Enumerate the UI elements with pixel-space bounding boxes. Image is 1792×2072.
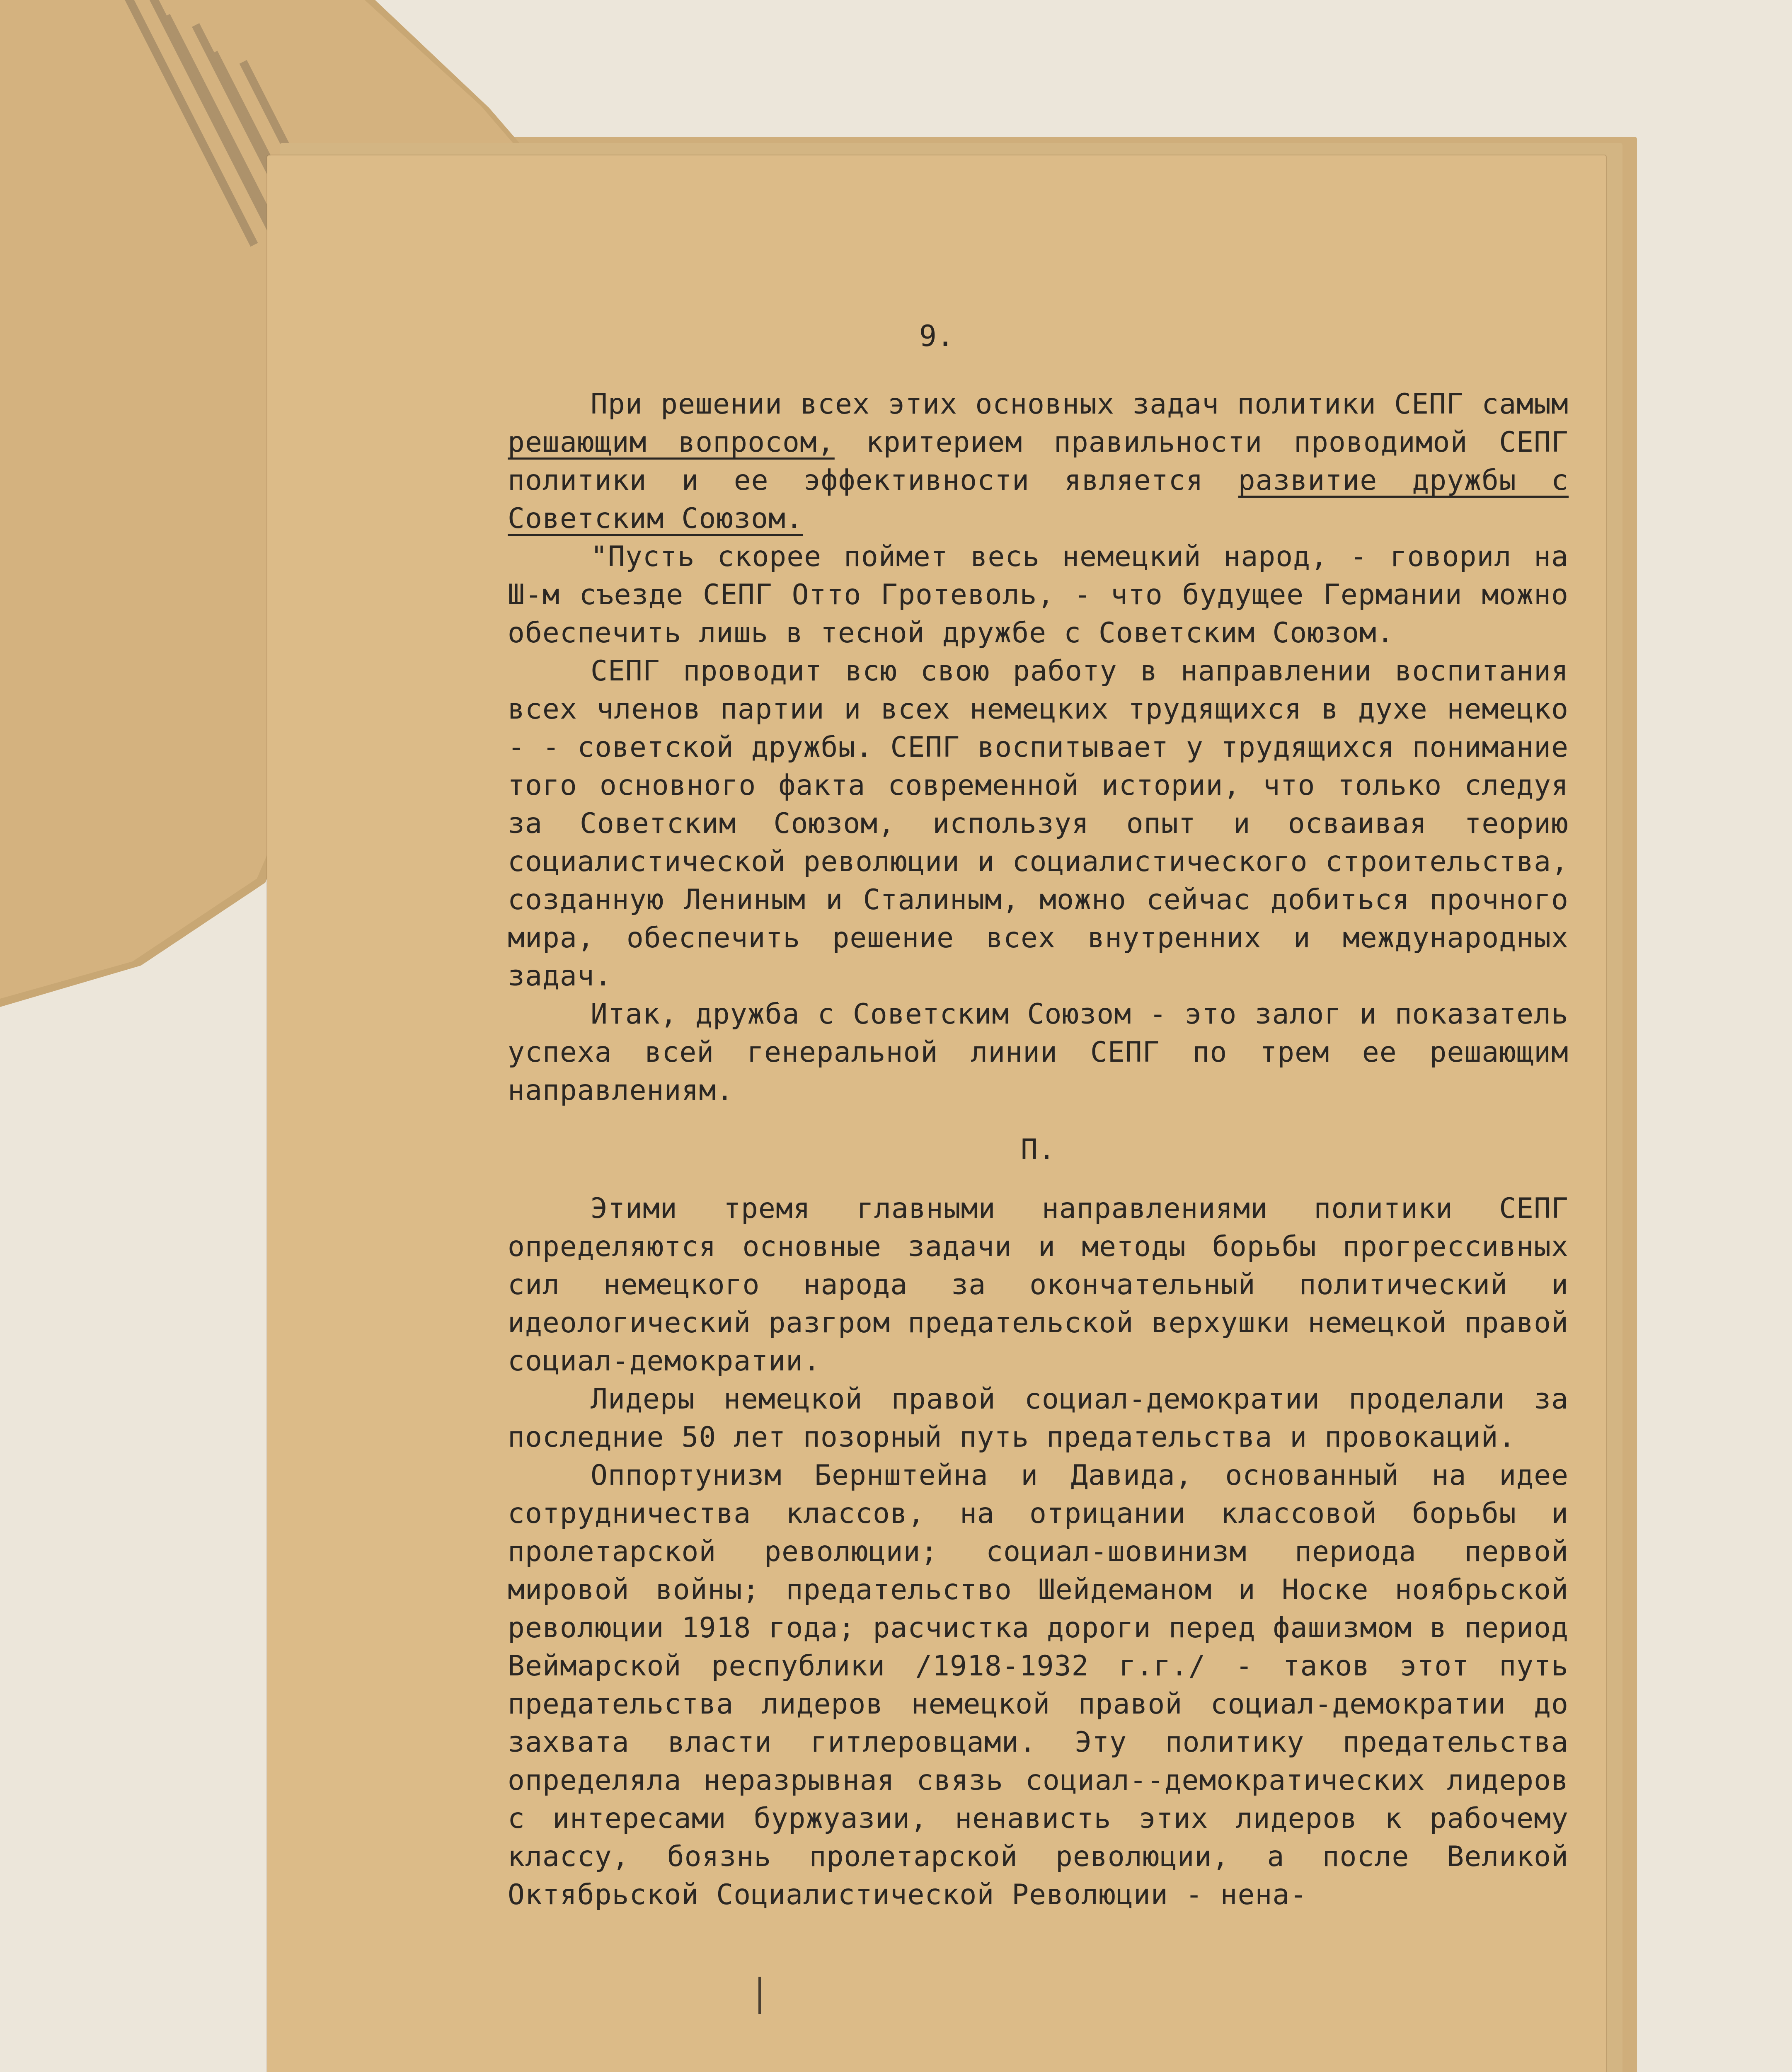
paragraph-3 [508, 652, 1569, 995]
underlined-phrase: решающим вопросом, [508, 426, 835, 459]
paragraph-1 [508, 385, 1569, 538]
text-run: Итак, дружба с Советским Союзом - это залог и показатель успеха всей генеральной линии СЕПГ по трем ее решающим направлениям. [508, 998, 1569, 1107]
section-heading: П. [1021, 1133, 1056, 1166]
paragraph-4 [508, 995, 1569, 1110]
paragraph-7: Оппортунизм Бернштейна и Давида, основанный на идее сотрудничества классов, на отрицании классовой борьбы и пролетарской революции; социал-шовинизм периода первой мировой войны; предательство Шейдеманом и Носке ноябрьской революции 1918 года; расчистка дороги перед фашизмом в период Веймарской республики /1918-1932 г.г./ - таков этот путь предательства лидеров немецкой правой социал-демократии до захвата власти гитлеровцами. Эту политику предательства определяла неразрывная связь социал--демократических лидеров с интересами буржуазии, ненависть этих лидеров к рабочему классу, боязнь пролетарской революции, а после Великой Октябрьской Социалистической Революции - нена- [508, 1459, 1569, 1911]
text-run: При решении всех этих основных задач политики СЕПГ самым [591, 388, 1569, 421]
body-text-bottom [508, 1121, 1569, 1914]
page-number: 9. [919, 319, 954, 353]
text-run: СЕПГ проводит всю свою работу в направлении воспитания всех членов партии и всех немецких трудящихся в духе немецко - - советской дружбы. СЕПГ воспитывает у трудящихся понимание того основного факта современной истории, что только следуя за Советским Союзом, используя опыт и осваивая теорию социалистической революции и социалистического строительства, созданную Лениным и Сталиным, можно сейчас добиться прочного мира, обеспечить решение всех внутренних и международных задач. [508, 655, 1569, 992]
document-page [267, 155, 1606, 2072]
text-run: критерием правильности проводимой СЕПГ политики и ее эффективности является [508, 426, 1569, 497]
text-run: "Пусть скорее поймет весь немецкий народ, - говорил на Ш-м съезде СЕПГ Отто Гротеволь, - что будущее Германии можно обеспечить лишь в тесной дружбе с Советским Союзом. [508, 540, 1569, 649]
paragraph-5: Этими тремя главными направлениями политики СЕПГ определяются основные задачи и методы борьбы прогрессивных сил немецкого народа за окончательный политический и идеологический разгром предательской верхушки немецкой правой социал-демократии. [508, 1192, 1569, 1377]
paragraph-2 [508, 538, 1569, 652]
paragraph-6: Лидеры немецкой правой социал-демократии проделали за последние 50 лет позорный путь предательства и провокаций. [508, 1383, 1569, 1454]
margin-pencil-mark [758, 1977, 761, 2014]
underlined-phrase: развитие дружбы с Советским Союзом. [508, 464, 1569, 535]
body-text-top [508, 385, 1569, 1110]
